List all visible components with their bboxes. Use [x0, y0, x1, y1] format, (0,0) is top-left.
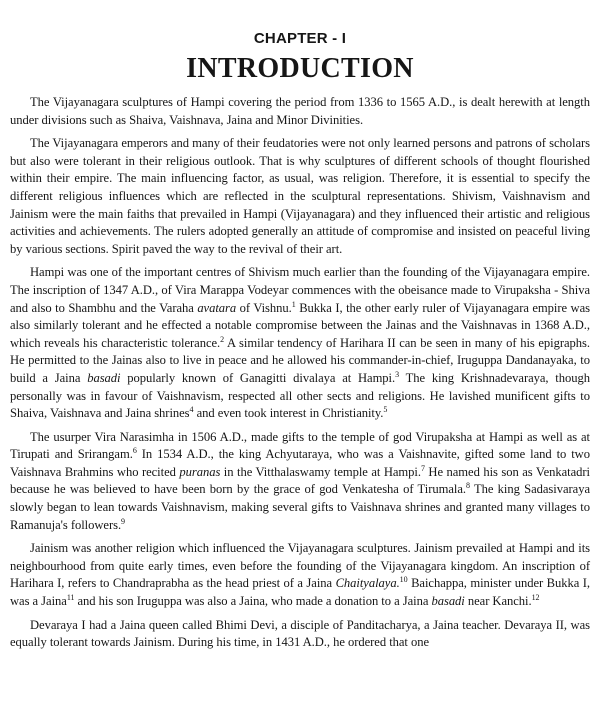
text-run: Baichappa, minister under Bukka I, was a Jaina [10, 576, 591, 609]
text-run: Devaraya I had a Jaina queen called Bhimi Devi, a disciple of Panditacharya, a Jaina teacher. Devaraya II, was equally tolerant towards Jainism. During his time, in 1431 A.D., he ordered that one [10, 617, 590, 650]
italic-term: Chaityalaya. [335, 576, 400, 591]
text-run: near Kanchi. [464, 594, 532, 609]
paragraph [10, 135, 590, 258]
italic-term: basadi [87, 370, 121, 385]
paragraph [10, 94, 590, 129]
text-run: of Vishnu. [236, 300, 292, 315]
footnote-ref: 10 [399, 575, 408, 585]
footnote-ref: 6 [132, 446, 137, 456]
footnote-ref: 2 [220, 334, 225, 344]
footnote-ref: 3 [395, 369, 400, 379]
paragraph [10, 540, 590, 610]
footnote-ref: 1 [291, 299, 296, 309]
body-text [10, 94, 590, 652]
text-run: in the Vitthalaswamy temple at Hampi. [220, 464, 421, 479]
footnote-ref: 11 [66, 592, 75, 602]
text-run: The Vijayanagara emperors and many of their feudatories were not only learned persons and patrons of scholars but also were tolerant in their religious outlook. That is why sculptures of different schools of thought flourished within their empire. The main influencing factor, as usual, was religion. Therefore, it is essential to specify the different religious influences which are reflected in the sculptural representations. Shivism, Vaishnavism and Jainism were the main faiths that prevailed in Hampi (Vijayanagara) and they influenced their artistic and religious activities and achievements. The rulers adopted generally an attitude of compromise and insisted on peaceful living by various sections. Spirit paved the way to the revival of their art. [10, 136, 590, 256]
text-run: A similar tendency of Harihara II can be seen in many of his epigraphs. He permitted to the Jainas also to live in peace and he allowed his commander-in-chief, Iruguppa Dandanayaka, to build a Jaina [10, 335, 590, 385]
italic-term: avatara [197, 300, 237, 315]
paragraph [10, 264, 590, 422]
text-run: In 1534 A.D., the king Achyutaraya, who was a Vaishnavite, gifted some land to two Vaishnava Brahmins who recited [10, 447, 590, 479]
italic-term: basadi [431, 594, 465, 609]
footnote-ref: 5 [383, 404, 388, 414]
text-run: and even took interest in Christianity. [193, 406, 384, 421]
footnote-ref: 9 [121, 516, 125, 526]
footnote-ref: 7 [420, 463, 425, 473]
text-run: popularly known of Ganagitti divalaya at Hampi. [120, 370, 396, 385]
paragraph [10, 429, 590, 535]
text-run: He named his son as Venkatadri because he was believed to have been born by the grace of god Venkatesha of Tirumala. [10, 464, 590, 497]
italic-term: puranas [179, 464, 221, 479]
footnote-ref: 12 [531, 592, 540, 602]
footnote-ref: 8 [465, 481, 470, 491]
text-run: The king Sadasivaraya slowly began to lean towards Vaishnavism, making several gifts to Vaishnava shrines and granted many villages to Ramanuja's followers. [10, 482, 590, 532]
chapter-title: INTRODUCTION [186, 53, 414, 84]
text-run: Jainism was another religion which influenced the Vijayanagara sculptures. Jainism prevailed at Hampi and its neighbourhood from quite early times, even before the founding of the Vijayanagara kingdom. An inscription of Harihara I, refers to Chandraprabha as the head priest of a Jaina [10, 541, 590, 591]
text-run: The usurper Vira Narasimha in 1506 A.D., made gifts to the temple of god Virupaksha at Hampi as well as at Tirupati and Srirangam. [10, 429, 590, 462]
text-run: Bukka I, the other early ruler of Vijayanagara empire was also similarly tolerant and he effected a notable compromise between the Jainas and the Vaishnavas in 1368 A.D., which reveals his characteristic tolerance. [10, 300, 590, 350]
footnote-ref: 4 [189, 404, 194, 414]
chapter-label: CHAPTER - I [253, 30, 347, 47]
text-run: The Vijayanagara sculptures of Hampi covering the period from 1336 to 1565 A.D., is dealt herewith at length under divisions such as Shaiva, Vaishnava, Jaina and Minor Divinities. [10, 95, 590, 127]
text-run: The king Krishnadevaraya, though personally was in favour of Vaishnavism, respected all other sects and religions. He lavished munificent gifts to Shaiva, Vaishnava and Jaina shrines [10, 370, 590, 421]
text-run: Hampi was one of the important centres of Shivism much earlier than the founding of the Vijayanagara empire. The inscription of 1347 A.D., of Vira Marappa Vodeyar commences with the obeisance made to Virupaksha - Shiva and also to Shambhu and the Varaha [10, 265, 590, 315]
text-run: and his son Iruguppa was also a Jaina, who made a donation to a Jaina [74, 594, 432, 609]
paragraph [10, 617, 590, 652]
